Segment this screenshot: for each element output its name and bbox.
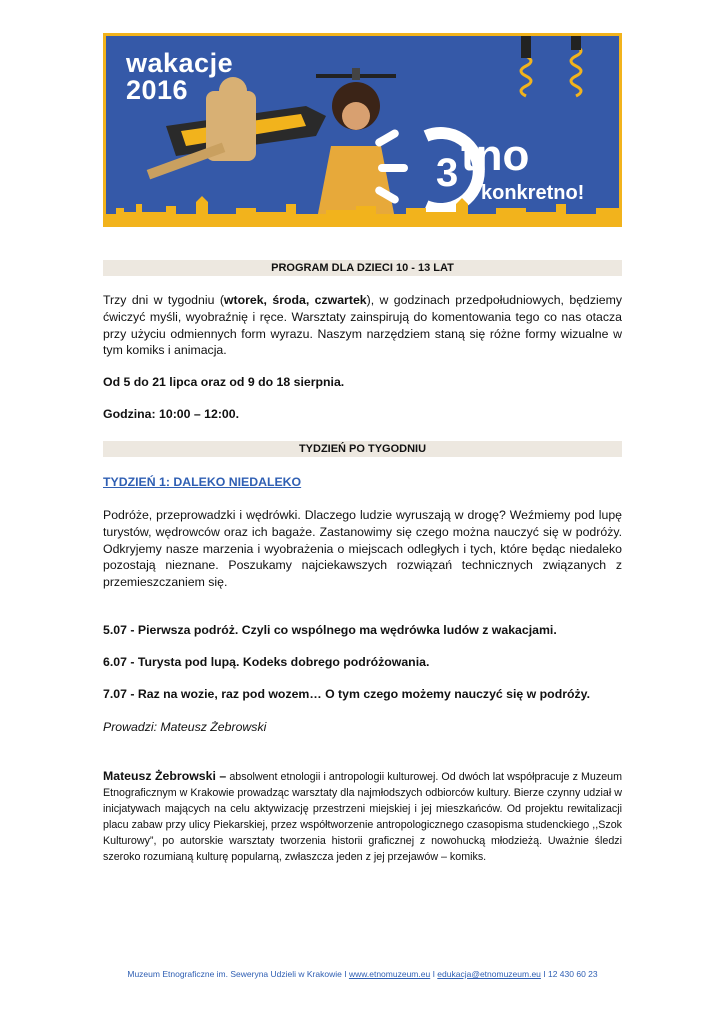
- bio-paragraph: Mateusz Żebrowski – absolwent etnologii i antropologii kulturowej. Od dwóch lat współpracuje z Muzeum Etnograficznym w Krakowie prowadząc warsztaty dla najmłodszych odbiorców kultury. Bierze czynny udział w inicjatywach mających na celu aktywizację przestrzeni miejskiej i jej mieszkańców. Od projektu rewitalizacji placu zabaw przy ulicy Piekarskiej, przez współtworzenie antropologicznego czasopisma studenckiego ,,Szok Kulturowy”, po autorskie warsztaty tworzenia historii graficznej z nowohucką młodzieżą. Uważnie śledzi szeroko rozumianą kulturę popularną, zwłaszcza jeden z jej przejawów – komiks.: [103, 769, 622, 863]
- session-1: 5.07 - Pierwsza podróż. Czyli co wspólnego ma wędrówka ludów z wakacjami.: [103, 623, 557, 637]
- banner-logo-word: tno: [461, 131, 530, 180]
- session-2: 6.07 - Turysta pod lupą. Kodeks dobrego podróżowania.: [103, 655, 430, 669]
- intro-paragraph: Trzy dni w tygodniu (wtorek, środa, czwartek), w godzinach przedpołudniowych, będziemy ćwiczyć myśli, wyobraźnię i ręce. Warsztaty zainspirują do komentowania tego co nas otacza przy użyciu odmiennych form wyrazu. Naszym narzędziem staną się różne formy wizualne w tym komiks i animacja.: [103, 293, 622, 358]
- page-footer: Muzeum Etnograficzne im. Seweryna Udzieli w Krakowie I www.etnomuzeum.eu I edukacja@etnomuzeum.eu I 12 430 60 23: [127, 969, 598, 979]
- header-banner: [103, 33, 622, 227]
- banner-title: wakacje 2016: [126, 48, 234, 105]
- website-link[interactable]: www.etnomuzeum.eu: [348, 969, 431, 979]
- week-header: TYDZIEŃ PO TYGODNIU: [103, 441, 622, 457]
- week1-description: Podróże, przeprowadzki i wędrówki. Dlaczego ludzie wyruszają w drogę? Weźmiemy pod lupę turystów, wędrowców oraz ich bagaże. Zastanowimy się czego można nauczyć się w podróży. Odkryjemy nasze marzenia i wyobrażenia o miejscach odległych i tych, które będąc niedaleko pozostają nieznane. Poszukamy najciekawszych rozwiązań technicznych związanych z przemieszczaniem się.: [103, 508, 622, 590]
- svg-text:3: 3: [436, 151, 459, 195]
- dates-line: Od 5 do 21 lipca oraz od 9 do 18 sierpnia.: [103, 375, 345, 389]
- banner-tagline: konkretno!: [481, 182, 585, 204]
- leader-line: Prowadzi: Mateusz Żebrowski: [103, 720, 267, 734]
- email-link[interactable]: edukacja@etnomuzeum.eu: [437, 969, 541, 979]
- hours-line: Godzina: 10:00 – 12:00.: [103, 407, 240, 421]
- week1-title[interactable]: TYDZIEŃ 1: DALEKO NIEDALEKO: [103, 475, 302, 489]
- program-header: PROGRAM DLA DZIECI 10 - 13 LAT: [103, 260, 622, 276]
- session-3: 7.07 - Raz na wozie, raz pod wozem… O tym czego możemy nauczyć się w podróży.: [103, 687, 590, 701]
